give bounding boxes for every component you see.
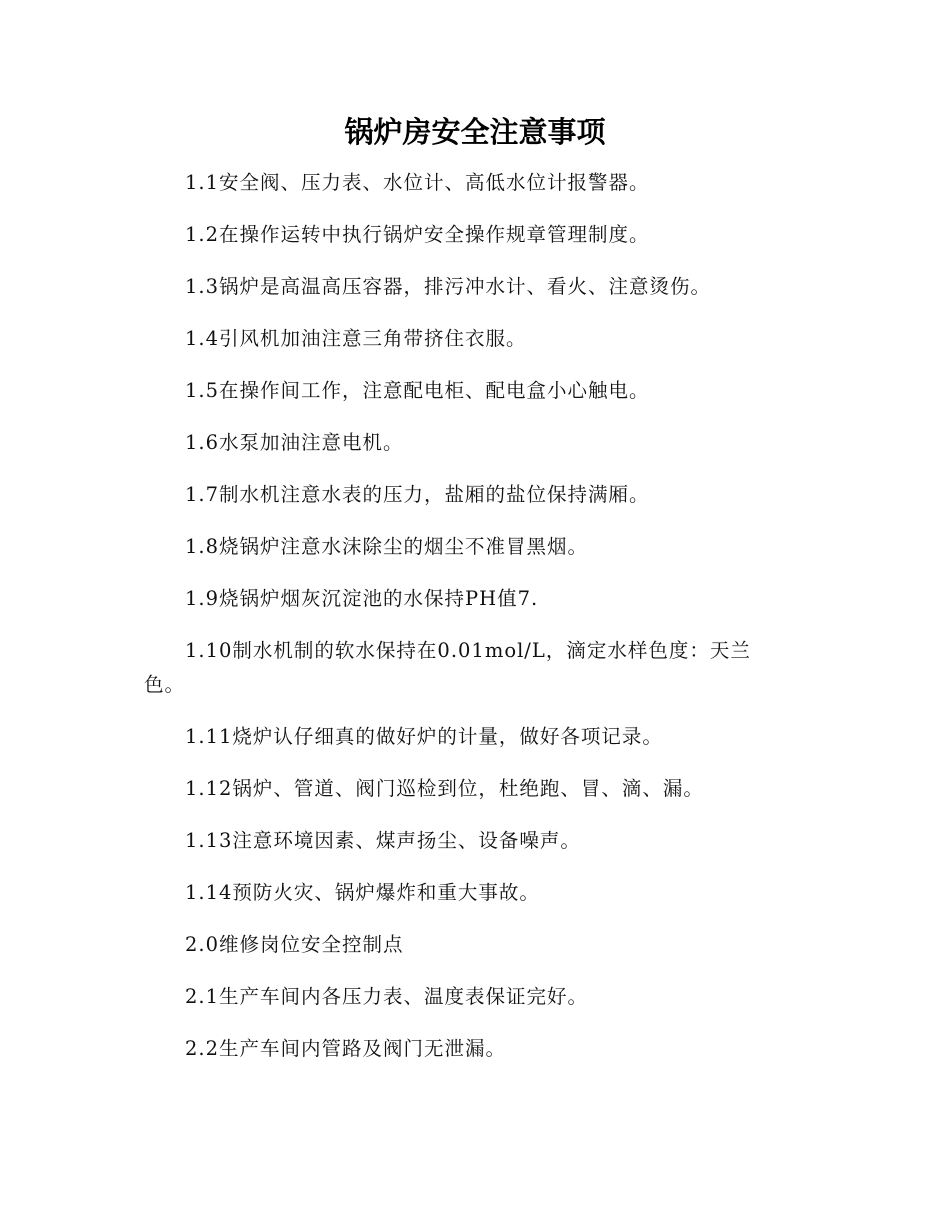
paragraph-1-3: 1.3锅炉是高温高压容器，排污冲水计、看火、注意烫伤。 [185,275,712,298]
paragraph-1-7: 1.7制水机注意水表的压力，盐厢的盐位保持满厢。 [185,483,650,506]
paragraph-1-10: 1.10制水机制的软水保持在0.01mol/L，滴定水样色度：天兰色。 [144,639,751,696]
section-heading-2-0: 2.0维修岗位安全控制点 [185,933,404,956]
paragraph-1-6: 1.6水泵加油注意电机。 [185,431,404,454]
paragraph-1-11: 1.11烧炉认仔细真的做好炉的计量，做好各项记录。 [185,725,663,748]
paragraph-2-2: 2.2生产车间内管路及阀门无泄漏。 [185,1037,507,1060]
paragraph-1-9: 1.9烧锅炉烟灰沉淀池的水保持PH值7. [185,587,539,610]
paragraph-1-1: 1.1安全阀、压力表、水位计、高低水位计报警器。 [185,171,650,194]
document-title: 锅炉房安全注意事项 [344,115,606,149]
document-body [144,166,776,1084]
paragraph-2-1: 2.1生产车间内各压力表、温度表保证完好。 [185,985,589,1008]
paragraph-1-5: 1.5在操作间工作，注意配电柜、配电盒小心触电。 [185,379,650,402]
paragraph-1-4: 1.4引风机加油注意三角带挤住衣服。 [185,327,527,350]
paragraph-1-13: 1.13注意环境因素、煤声扬尘、设备噪声。 [185,829,581,852]
paragraph-1-2: 1.2在操作运转中执行锅炉安全操作规章管理制度。 [185,223,650,246]
paragraph-1-12: 1.12锅炉、管道、阀门巡检到位，杜绝跑、冒、滴、漏。 [185,777,704,800]
paragraph-1-14: 1.14预防火灾、锅炉爆炸和重大事故。 [185,881,540,904]
paragraph-1-8: 1.8烧锅炉注意水沫除尘的烟尘不准冒黑烟。 [185,535,589,558]
